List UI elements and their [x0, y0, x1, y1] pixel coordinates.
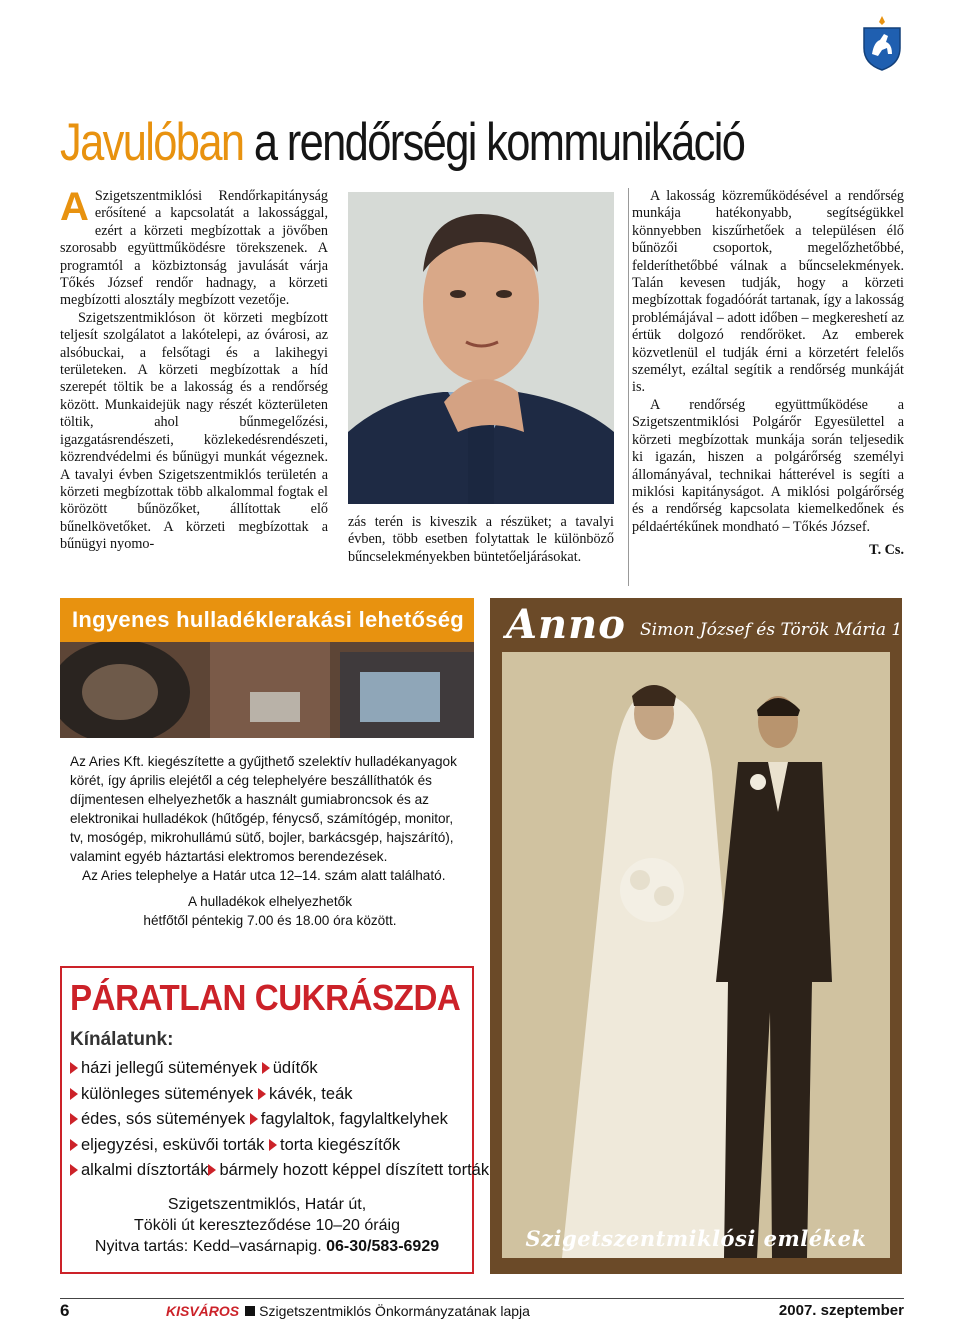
article-signature: T. Cs. [869, 542, 904, 559]
bullet-arrow-icon [70, 1113, 78, 1125]
page-headline [60, 112, 765, 174]
article-column-1 [60, 185, 328, 554]
ad-title: PÁRATLAN CUKRÁSZDA [70, 977, 461, 1018]
recycling-text [70, 752, 470, 885]
recycling-address: Az Aries telephelye a Határ utca 12–14. szám alatt található. [82, 868, 446, 883]
ad-offer-row [70, 1133, 489, 1159]
bullet-arrow-icon [70, 1088, 78, 1100]
ad-offer-list [70, 1056, 489, 1184]
ad-offer-row [70, 1056, 489, 1082]
wedding-photo [502, 652, 890, 1258]
publication-line [166, 1303, 530, 1319]
ad-phone: 06-30/583-6929 [326, 1238, 440, 1255]
coat-of-arms-icon [860, 14, 904, 72]
publisher-name: Szigetszentmiklós Önkormányzatának lapja [259, 1303, 530, 1319]
anno-title: Anno [506, 601, 626, 648]
bullet-arrow-icon [258, 1088, 266, 1100]
ad-offer-item: üdítők [272, 1059, 318, 1077]
ad-offer-item: eljegyzési, esküvői torták [81, 1135, 265, 1154]
anno-subtitle: Simon József és Török Mária 1938 [640, 620, 935, 640]
headline-highlight: Javulóban [60, 113, 244, 172]
bullet-arrow-icon [70, 1062, 78, 1074]
article-paragraph: A lakosság közreműködésével a rendőrség munkája hatékonyabb, segítségükkel könnyebben kiszűrhetőek a településen élő bűnözői csoportok, megelőzhetőbbé, felderíthetőbbé válnak a bűncselekmények. Talán kevesen tudják, hogy a körzeti megbízottak fogadóórát tartanak, így a lakosság problémájával – adott időben – megkereshetí az értük dolgozó rendőröket. Az emberek közvetlenül el tudják érni a körzetért felelős személyt, ezáltal segítik a rendőrség munkáját is. [632, 188, 904, 396]
headline-rest: a rendőrségi kommunikáció [243, 113, 745, 172]
bullet-arrow-icon [262, 1062, 270, 1074]
ad-offer-item: fagylaltok, fagylaltkelyhek [260, 1110, 448, 1128]
page-number: 6 [60, 1301, 70, 1320]
square-bullet-icon [245, 1306, 255, 1316]
ad-address-line: Szigetszentmiklós, Határ út, [167, 1196, 367, 1213]
issue-date: 2007. szeptember [778, 1302, 904, 1319]
article-text: Szigetszentmiklósi Rendőrkapitányság erősítené a kapcsolatát a lakossággal, ezért a körzeti megbízottak a jövőben szorosabb együttműködésre törekszenek. A programtól a közbiztonság javulását várja Tőkés József rendőr hadnagy, a körzeti megbízotti alosztály megbízott vezetője. [60, 188, 328, 309]
bullet-arrow-icon [250, 1113, 258, 1125]
article-paragraph [60, 185, 328, 310]
recycling-header: Ingyenes hulladéklerakási lehetőség [60, 598, 474, 642]
ad-subtitle: Kínálatunk: [70, 1029, 174, 1050]
ad-offer-row [70, 1082, 489, 1108]
ad-offer-row [70, 1107, 489, 1133]
ad-offer-item: torta kiegészítők [280, 1135, 401, 1154]
ad-hours: Nyitva tartás: Kedd–vasárnapig. [94, 1238, 327, 1255]
ad-offer-row [70, 1158, 489, 1184]
article-paragraph: A rendőrség együttműködése a Szigetszentmiklósi Polgárőr Egyesülettel a körzeti megbízottak munkája során teljesedik ki igazán, hiszen a polgárőrség személyi állományával, technikai hátterével is segíti a miklósi kapitányságot. A miklósi polgárőrség és a rendőrség kapcsolata kiemelkedőnek és példaértékűnek mondható – Tőkés József. [632, 396, 904, 535]
ad-offer-item: különleges sütemények [81, 1084, 254, 1103]
anno-caption: Szigetszentmiklósi emlékek [525, 1226, 867, 1251]
recycling-hours-line: A hulladékok elhelyezhetők [188, 894, 352, 909]
bullet-arrow-icon [208, 1164, 216, 1176]
bullet-arrow-icon [70, 1164, 78, 1176]
ad-offer-item: alkalmi dísztorták [81, 1161, 209, 1179]
bullet-arrow-icon [70, 1139, 78, 1151]
recycling-hours-line: hétfőtől péntekig 7.00 és 18.00 óra között. [143, 913, 397, 928]
ad-hours-line [62, 1236, 472, 1257]
recycling-paragraph: Az Aries Kft. kiegészítette a gyűjthető szelektív hulladékanyagok körét, így április elejétől a cég telephelyére beszállíthatók és díjmentesen elhelyezhetők a használt gumiabroncsok és az elektronikai hulladékok (hűtőgép, fénycső, számítógép, monitor, tv, mosógép, mikrohullámú sütő, bojler, barkácsgép, hajszárító), valamint egyéb háztartási elektromos berendezések. [70, 754, 457, 864]
ad-offer-item: kávék, teák [269, 1084, 353, 1103]
ad-offer-item: édes, sós sütemények [81, 1110, 246, 1128]
ad-offer-item: házi jellegű sütemények [81, 1059, 258, 1077]
article-column-3 [632, 188, 904, 560]
ad-address-line: Tököli út kereszteződése 10–20 óráig [134, 1217, 400, 1234]
recycling-hours [70, 892, 470, 930]
officer-portrait-photo [348, 192, 614, 504]
publication-brand: KISVÁROS [166, 1303, 240, 1319]
ad-offer-item: bármely hozott képpel díszített torták [219, 1161, 490, 1179]
article-paragraph: zás terén is kiveszik a részüket; a tavalyi évben, több esetben folytattak le különböző bűncselekményekben büntetőeljárásokat. [348, 514, 614, 565]
article-paragraph: Szigetszentmiklóson öt körzeti megbízott teljesít szolgálatot a lakótelepi, az óvárosi, az alsóbuckai, a felsőtagi és a lakihegyi területeken. A körzeti megbízottak a híd szerepét töltik be a lakosság és a rendőrség között. Munkaidejük nagy részét közterületen töltik, ahol bűnmegelőzési, igazgatásrendészeti, közlekedésrendészeti, közrendvédelmi és bűnügyi munkát végeznek. A tavalyi évben Szigetszentmiklós területén a körzeti megbízottak több alkalommal fogtak el körözött bűnözőket, állítottak elő bűnelkövetőket. A körzeti megbízottak a bűnügyi nyomo- [60, 309, 328, 553]
ad-address-block [62, 1194, 472, 1257]
bullet-arrow-icon [269, 1139, 277, 1151]
article-column-2 [348, 514, 614, 566]
column-divider [628, 188, 629, 586]
drop-cap: A [60, 185, 89, 229]
footer-rule [60, 1298, 904, 1299]
tire-recycling-photo [60, 642, 474, 738]
